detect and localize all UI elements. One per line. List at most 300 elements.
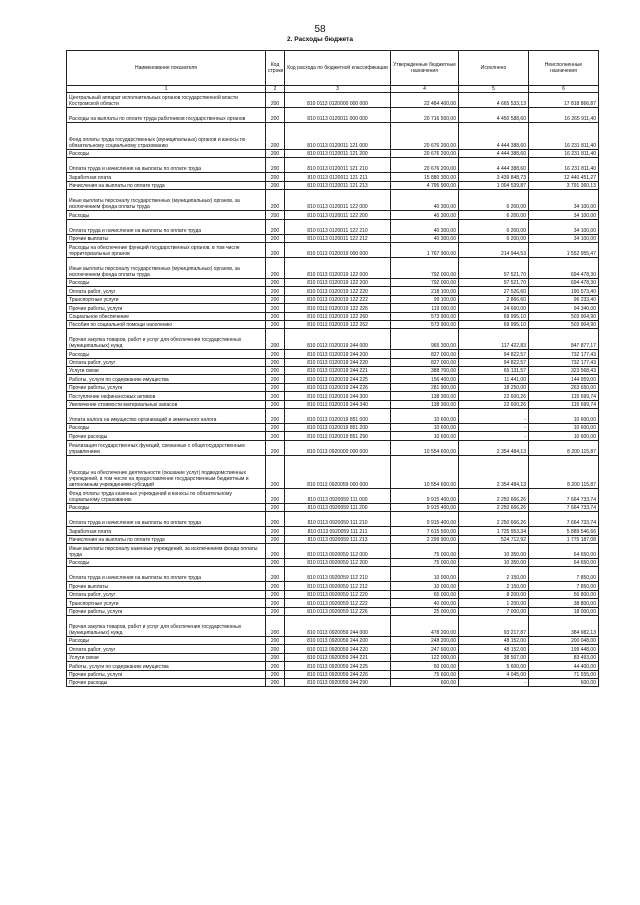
cell-remaining: 1 775 187,08 [529, 535, 599, 543]
table-row [67, 678, 599, 686]
cell-name: Заработная плата [67, 527, 266, 535]
table-row [67, 108, 599, 123]
cell-classification-code: 810 0113 0120011 121 000 [285, 123, 391, 150]
cell-executed: 2 250 666,26 [459, 512, 529, 527]
cell-line-code: 200 [266, 455, 285, 488]
cell-remaining: 64 650,00 [529, 558, 599, 566]
header-line-code: Код строки [266, 51, 285, 86]
cell-line-code: 200 [266, 257, 285, 278]
cell-name: Прочие выплаты [67, 234, 266, 242]
table-row [67, 304, 599, 312]
cell-executed: 7 000,00 [459, 607, 529, 615]
cell-classification-code: 810 0113 0120019 244 000 [285, 329, 391, 350]
table-row [67, 527, 599, 535]
cell-remaining: 1 552 955,47 [529, 242, 599, 257]
cell-remaining: 8 200 115,87 [529, 455, 599, 488]
cell-name: Услуги связи [67, 367, 266, 375]
cell-classification-code: 810 0113 0120019 244 300 [285, 392, 391, 400]
cell-approved: 573 900,00 [391, 312, 459, 320]
cell-classification-code: 810 0113 0920059 244 290 [285, 678, 391, 686]
cell-approved: 15 880 300,00 [391, 173, 459, 181]
cell-name: Прочие расходы [67, 432, 266, 440]
cell-line-code: 200 [266, 242, 285, 257]
cell-line-code: 200 [266, 567, 285, 582]
cell-remaining: 16 231 811,40 [529, 158, 599, 173]
cell-classification-code: 810 0113 0920059 112 210 [285, 567, 391, 582]
cell-approved: 388 700,00 [391, 367, 459, 375]
cell-executed: 94 822,57 [459, 358, 529, 366]
cell-name: Увеличение стоимости материальных запасов [67, 400, 266, 408]
cell-line-code: 200 [266, 190, 285, 211]
cell-name: Работы, услуги по содержанию имущества [67, 662, 266, 670]
table-row [67, 488, 599, 503]
table-row [67, 409, 599, 424]
cell-classification-code: 810 0113 0120019 122 200 [285, 278, 391, 286]
cell-line-code: 200 [266, 304, 285, 312]
cell-executed: 6 200,00 [459, 219, 529, 234]
cell-executed: 18 250,00 [459, 383, 529, 391]
table-row [67, 582, 599, 590]
cell-classification-code: 810 0113 0120000 000 000 [285, 93, 391, 108]
cell-line-code: 200 [266, 432, 285, 440]
cell-approved: 247 600,00 [391, 645, 459, 653]
index-3: 3 [285, 86, 391, 93]
cell-approved: 10 554 600,00 [391, 440, 459, 455]
table-row [67, 219, 599, 234]
cell-name: Фонд оплаты труда казенных учреждений и взносы по обязательному социальному страхованию [67, 488, 266, 503]
table-row [67, 455, 599, 488]
cell-executed: - [459, 678, 529, 686]
cell-executed: - [459, 424, 529, 432]
cell-executed: 97 521,70 [459, 257, 529, 278]
index-6: 6 [529, 86, 599, 93]
cell-approved: 50 000,00 [391, 662, 459, 670]
cell-remaining: 44 400,00 [529, 662, 599, 670]
cell-executed: 5 600,00 [459, 662, 529, 670]
cell-approved: 218 100,00 [391, 287, 459, 295]
cell-name: Прочая закупка товаров, работ и услуг для обеспечения государственных (муниципальных) нужд [67, 329, 266, 350]
cell-line-code: 200 [266, 400, 285, 408]
cell-executed: 4 450 588,60 [459, 108, 529, 123]
cell-classification-code: 810 0113 0920059 244 221 [285, 653, 391, 661]
cell-name: Расходы на обеспечение функций государственных органов, в том числе территориальных органов [67, 242, 266, 257]
cell-name: Заработная плата [67, 173, 266, 181]
table-row [67, 670, 599, 678]
table-row [67, 367, 599, 375]
cell-remaining: 7 664 733,74 [529, 503, 599, 511]
cell-approved: 600,00 [391, 678, 459, 686]
cell-line-code: 200 [266, 527, 285, 535]
cell-remaining: 38 800,00 [529, 599, 599, 607]
cell-name: Расходы [67, 350, 266, 358]
cell-classification-code: 810 0113 0120011 121 211 [285, 173, 391, 181]
cell-line-code: 200 [266, 367, 285, 375]
cell-name: Оплата работ, услуг [67, 590, 266, 598]
cell-approved: 65 000,00 [391, 590, 459, 598]
cell-remaining: 34 100,00 [529, 234, 599, 242]
index-5: 5 [459, 86, 529, 93]
cell-line-code: 200 [266, 558, 285, 566]
cell-classification-code: 810 0113 0120011 000 000 [285, 108, 391, 123]
cell-approved: 25 000,00 [391, 607, 459, 615]
cell-remaining: 34 100,00 [529, 219, 599, 234]
cell-line-code: 200 [266, 278, 285, 286]
cell-approved: 9 915 400,00 [391, 503, 459, 511]
cell-name: Работы, услуги по содержанию имущества [67, 375, 266, 383]
cell-classification-code: 810 0113 0120019 851 200 [285, 424, 391, 432]
cell-classification-code: 810 0113 0120019 244 221 [285, 367, 391, 375]
cell-executed: 524 712,92 [459, 535, 529, 543]
cell-executed: 48 152,00 [459, 645, 529, 653]
table-row [67, 278, 599, 286]
table-row [67, 636, 599, 644]
cell-name: Иные выплаты персоналу казенных учреждений, за исключением фонда оплаты труда [67, 543, 266, 558]
table-index-row [67, 86, 599, 93]
cell-name: Оплата труда и начисления на выплаты по оплате труда [67, 512, 266, 527]
cell-remaining: 16 231 811,40 [529, 150, 599, 158]
table-row [67, 123, 599, 150]
cell-remaining: 200 048,00 [529, 636, 599, 644]
cell-name: Расходы на обеспечение деятельности (оказание услуг) подведомственных учреждений, в том числе на предоставление государственным бюджетным и автономным учреждениям субсидий [67, 455, 266, 488]
cell-line-code: 200 [266, 392, 285, 400]
cell-approved: 40 300,00 [391, 190, 459, 211]
cell-remaining: 323 568,43 [529, 367, 599, 375]
table-row [67, 158, 599, 173]
cell-remaining: 10 600,00 [529, 432, 599, 440]
cell-line-code: 200 [266, 607, 285, 615]
cell-remaining: 7 850,00 [529, 582, 599, 590]
cell-approved: 20 676 200,00 [391, 158, 459, 173]
cell-approved: 138 300,00 [391, 392, 459, 400]
table-row [67, 400, 599, 408]
table-row [67, 329, 599, 350]
cell-executed: 3 439 848,73 [459, 173, 529, 181]
cell-approved: 40 300,00 [391, 219, 459, 234]
cell-classification-code: 810 0113 0120019 244 220 [285, 358, 391, 366]
cell-remaining: 16 265 911,40 [529, 108, 599, 123]
cell-classification-code: 810 0113 0120011 122 212 [285, 234, 391, 242]
cell-remaining: 12 440 451,27 [529, 173, 599, 181]
table-row [67, 607, 599, 615]
cell-remaining: 694 478,30 [529, 278, 599, 286]
cell-classification-code: 810 0113 0120019 244 200 [285, 350, 391, 358]
table-row [67, 358, 599, 366]
cell-line-code: 200 [266, 219, 285, 234]
table-row [67, 312, 599, 320]
cell-executed: 94 822,57 [459, 350, 529, 358]
cell-remaining: 7 850,00 [529, 567, 599, 582]
cell-remaining: 71 555,00 [529, 670, 599, 678]
cell-executed: 4 444 388,60 [459, 150, 529, 158]
table-row [67, 653, 599, 661]
cell-classification-code: 810 0113 0920059 112 212 [285, 582, 391, 590]
cell-executed: 2 250 666,26 [459, 503, 529, 511]
cell-remaining: 732 177,43 [529, 350, 599, 358]
table-row [67, 424, 599, 432]
cell-name: Прочие работы, услуги [67, 607, 266, 615]
cell-remaining: 7 664 733,74 [529, 488, 599, 503]
cell-name: Фонд оплаты труда государственных (муниципальных) органов и взносы по обязательному социальному страхованию [67, 123, 266, 150]
cell-line-code: 200 [266, 211, 285, 219]
cell-remaining: 144 959,00 [529, 375, 599, 383]
cell-name: Прочая закупка товаров, работ и услуг для обеспечения государственных (муниципальных) нужд [67, 615, 266, 636]
cell-name: Оплата труда и начисления на выплаты по оплате труда [67, 567, 266, 582]
cell-classification-code: 810 0113 0120011 122 000 [285, 190, 391, 211]
table-row [67, 615, 599, 636]
table-row [67, 173, 599, 181]
cell-approved: 4 795 900,00 [391, 181, 459, 189]
cell-classification-code: 810 0113 0120019 244 226 [285, 383, 391, 391]
page-number: 58 [314, 24, 326, 35]
cell-line-code: 200 [266, 173, 285, 181]
cell-classification-code: 810 0113 0920059 112 200 [285, 558, 391, 566]
cell-executed: 69 995,10 [459, 312, 529, 320]
cell-name: Транспортные услуги [67, 295, 266, 303]
cell-executed: 1 200,00 [459, 599, 529, 607]
cell-name: Прочие выплаты [67, 582, 266, 590]
cell-remaining: 34 100,00 [529, 190, 599, 211]
cell-name: Иные выплаты персоналу государственных (муниципальных) органов, за исключением фонда оплаты труда [67, 257, 266, 278]
table-row [67, 350, 599, 358]
cell-approved: 20 676 200,00 [391, 123, 459, 150]
cell-remaining: 16 231 811,40 [529, 123, 599, 150]
index-4: 4 [391, 86, 459, 93]
cell-remaining: 83 493,00 [529, 653, 599, 661]
cell-classification-code: 810 0113 0920059 111 213 [285, 535, 391, 543]
cell-line-code: 200 [266, 181, 285, 189]
cell-name: Начисления на выплаты по оплате труда [67, 535, 266, 543]
cell-line-code: 200 [266, 383, 285, 391]
cell-name: Прочие расходы [67, 678, 266, 686]
cell-line-code: 200 [266, 93, 285, 108]
cell-line-code: 200 [266, 535, 285, 543]
header-remaining: Неисполненные назначения [529, 51, 599, 86]
cell-approved: 10 600,00 [391, 424, 459, 432]
cell-approved: 9 915 400,00 [391, 488, 459, 503]
cell-name: Услуги связи [67, 653, 266, 661]
table-row [67, 599, 599, 607]
cell-remaining: 34 100,00 [529, 211, 599, 219]
cell-name: Реализация государственных функций, связанных с общегосударственным управлением [67, 440, 266, 455]
cell-name: Начисления на выплаты по оплате труда [67, 181, 266, 189]
cell-classification-code: 810 0113 0120019 122 000 [285, 257, 391, 278]
table-row [67, 257, 599, 278]
cell-remaining: 18 000,00 [529, 607, 599, 615]
cell-executed: 2 250 666,26 [459, 488, 529, 503]
cell-remaining: 503 904,90 [529, 312, 599, 320]
cell-line-code: 200 [266, 350, 285, 358]
cell-name: Социальное обеспечение [67, 312, 266, 320]
cell-line-code: 200 [266, 590, 285, 598]
table-row [67, 558, 599, 566]
cell-name: Иные выплаты персоналу государственных (муниципальных) органов, за исключением фонда оплаты труда [67, 190, 266, 211]
table-row [67, 375, 599, 383]
table-row [67, 503, 599, 511]
cell-line-code: 200 [266, 670, 285, 678]
cell-line-code: 200 [266, 488, 285, 503]
cell-line-code: 200 [266, 295, 285, 303]
cell-classification-code: 810 0113 0120011 121 213 [285, 181, 391, 189]
cell-classification-code: 810 0113 0120019 122 260 [285, 312, 391, 320]
cell-classification-code: 810 0113 0120019 122 220 [285, 287, 391, 295]
table-row [67, 512, 599, 527]
index-2: 2 [266, 86, 285, 93]
cell-executed: 1 004 539,87 [459, 181, 529, 189]
cell-approved: 573 900,00 [391, 320, 459, 328]
cell-remaining: 7 664 733,74 [529, 512, 599, 527]
cell-classification-code: 810 0113 0920059 244 225 [285, 662, 391, 670]
cell-remaining: 5 889 546,66 [529, 527, 599, 535]
cell-executed: 4 665 533,13 [459, 93, 529, 108]
table-row [67, 590, 599, 598]
cell-name: Оплата труда и начисления на выплаты по оплате труда [67, 158, 266, 173]
table-row [67, 93, 599, 108]
cell-executed: 8 200,00 [459, 590, 529, 598]
cell-classification-code: 810 0113 0920059 111 200 [285, 503, 391, 511]
cell-classification-code: 810 0113 0120019 122 226 [285, 304, 391, 312]
cell-executed: 6 200,00 [459, 234, 529, 242]
cell-remaining: 115 699,74 [529, 400, 599, 408]
cell-approved: 9 915 400,00 [391, 512, 459, 527]
cell-executed: 2 354 484,13 [459, 440, 529, 455]
cell-approved: 156 400,00 [391, 375, 459, 383]
cell-executed: 6 200,00 [459, 211, 529, 219]
cell-classification-code: 810 0113 0120019 122 222 [285, 295, 391, 303]
cell-classification-code: 810 0113 0920059 112 220 [285, 590, 391, 598]
cell-classification-code: 810 0113 0120019 244 340 [285, 400, 391, 408]
cell-name: Прочие работы, услуги [67, 670, 266, 678]
cell-classification-code: 810 0113 0920059 244 200 [285, 636, 391, 644]
cell-executed: - [459, 409, 529, 424]
table-row [67, 234, 599, 242]
cell-executed: 27 526,60 [459, 287, 529, 295]
cell-remaining: 64 650,00 [529, 543, 599, 558]
cell-name: Расходы [67, 278, 266, 286]
table-row [67, 662, 599, 670]
cell-executed: 24 660,00 [459, 304, 529, 312]
cell-line-code: 200 [266, 123, 285, 150]
cell-remaining: 263 650,00 [529, 383, 599, 391]
cell-line-code: 200 [266, 287, 285, 295]
cell-approved: 22 484 400,00 [391, 93, 459, 108]
cell-approved: 75 600,00 [391, 670, 459, 678]
cell-line-code: 200 [266, 424, 285, 432]
cell-name: Расходы [67, 503, 266, 511]
cell-name: Оплата работ, услуг [67, 287, 266, 295]
cell-line-code: 200 [266, 615, 285, 636]
table-row [67, 150, 599, 158]
cell-name: Пособия по социальной помощи населению [67, 320, 266, 328]
cell-classification-code: 810 0113 0920059 111 210 [285, 512, 391, 527]
cell-classification-code: 810 0113 0920059 244 226 [285, 670, 391, 678]
cell-approved: 40 300,00 [391, 234, 459, 242]
cell-name: Транспортные услуги [67, 599, 266, 607]
cell-approved: 119 000,00 [391, 304, 459, 312]
table-row [67, 567, 599, 582]
cell-classification-code: 810 0113 0920000 000 000 [285, 440, 391, 455]
cell-classification-code: 810 0113 0920059 112 222 [285, 599, 391, 607]
cell-approved: 2 299 900,00 [391, 535, 459, 543]
cell-executed: 6 200,00 [459, 190, 529, 211]
cell-approved: 75 000,00 [391, 558, 459, 566]
cell-executed: 2 150,00 [459, 567, 529, 582]
cell-executed: 2 866,60 [459, 295, 529, 303]
cell-executed: 69 995,10 [459, 320, 529, 328]
cell-line-code: 200 [266, 312, 285, 320]
cell-classification-code: 810 0113 0920059 111 211 [285, 527, 391, 535]
cell-approved: 965 300,00 [391, 329, 459, 350]
cell-name: Прочие работы, услуги [67, 304, 266, 312]
cell-classification-code: 810 0113 0920059 000 000 [285, 455, 391, 488]
table-header-row [67, 51, 599, 86]
cell-executed: 214 944,53 [459, 242, 529, 257]
table-row [67, 535, 599, 543]
cell-approved: 10 600,00 [391, 432, 459, 440]
expenditure-table [66, 50, 599, 687]
cell-classification-code: 810 0113 0120019 851 290 [285, 432, 391, 440]
cell-line-code: 200 [266, 678, 285, 686]
table-row [67, 543, 599, 558]
cell-approved: 827 000,00 [391, 358, 459, 366]
cell-approved: 10 000,00 [391, 582, 459, 590]
cell-name: Расходы на выплаты по оплате труда работников государственных органов [67, 108, 266, 123]
cell-remaining: 199 448,00 [529, 645, 599, 653]
table-row [67, 211, 599, 219]
cell-line-code: 200 [266, 662, 285, 670]
cell-approved: 138 300,00 [391, 400, 459, 408]
cell-executed: 93 217,87 [459, 615, 529, 636]
cell-classification-code: 810 0113 0120019 851 000 [285, 409, 391, 424]
cell-line-code: 200 [266, 599, 285, 607]
cell-executed: 2 150,00 [459, 582, 529, 590]
cell-name: Центральный аппарат исполнительных органов государственной власти Костромской области [67, 93, 266, 108]
cell-executed: 10 350,00 [459, 558, 529, 566]
cell-approved: 10 554 600,00 [391, 455, 459, 488]
cell-executed: 10 350,00 [459, 543, 529, 558]
table-row [67, 440, 599, 455]
cell-remaining: 190 573,40 [529, 287, 599, 295]
cell-name: Расходы [67, 150, 266, 158]
cell-name: Оплата труда и начисления на выплаты по оплате труда [67, 219, 266, 234]
cell-approved: 7 615 500,00 [391, 527, 459, 535]
table-row [67, 320, 599, 328]
cell-name: Уплата налога на имущество организаций и земельного налога [67, 409, 266, 424]
cell-name: Расходы [67, 636, 266, 644]
cell-remaining: 732 177,43 [529, 358, 599, 366]
cell-line-code: 200 [266, 503, 285, 511]
cell-approved: 99 100,00 [391, 295, 459, 303]
cell-approved: 248 200,00 [391, 636, 459, 644]
cell-executed: 22 600,26 [459, 400, 529, 408]
cell-name: Поступление нефинансовых активов [67, 392, 266, 400]
cell-approved: 75 000,00 [391, 543, 459, 558]
header-executed: Исполнено [459, 51, 529, 86]
cell-classification-code: 810 0113 0920059 112 226 [285, 607, 391, 615]
cell-approved: 10 000,00 [391, 567, 459, 582]
cell-approved: 1 767 900,00 [391, 242, 459, 257]
cell-line-code: 200 [266, 645, 285, 653]
cell-line-code: 200 [266, 358, 285, 366]
cell-remaining: 94 340,00 [529, 304, 599, 312]
cell-remaining: 8 200 115,87 [529, 440, 599, 455]
cell-approved: 792 000,00 [391, 278, 459, 286]
cell-name: Прочие работы, услуги [67, 383, 266, 391]
table-body [67, 93, 599, 687]
header-name: Наименование показателя [67, 51, 266, 86]
cell-classification-code: 810 0113 0920059 112 000 [285, 543, 391, 558]
cell-line-code: 200 [266, 150, 285, 158]
table-row [67, 181, 599, 189]
